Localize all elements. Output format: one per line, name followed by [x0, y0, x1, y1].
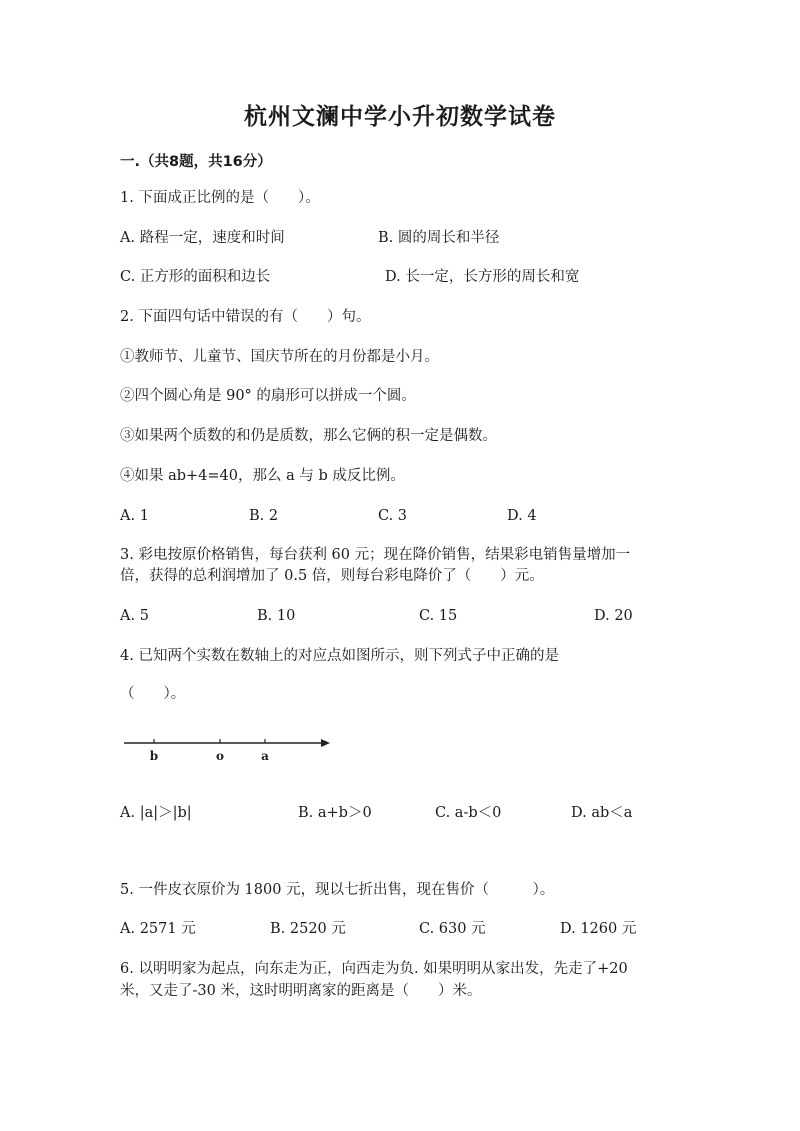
number-line-figure: [120, 730, 340, 770]
label-o: o: [215, 749, 225, 763]
q2-option-c: C. 3: [378, 508, 408, 524]
q5-option-d: D. 1260 元: [560, 921, 637, 937]
q2-statement-4: ④如果 ab+4=40，那么 a 与 b 成反比例。: [120, 468, 405, 484]
q4-stem-line-2: （ ）。: [120, 686, 186, 702]
q3-option-c: C. 15: [419, 608, 458, 624]
q1-option-b: B. 圆的周长和半径: [378, 230, 500, 246]
q6-stem-line-1: 6. 以明明家为起点，向东走为正，向西走为负. 如果明明从家出发，先走了+20: [120, 961, 628, 977]
q2-statement-3: ③如果两个质数的和仍是质数，那么它俩的积一定是偶数。: [120, 428, 497, 444]
label-a: a: [261, 749, 269, 763]
q4-option-c: C. a-b＜0: [435, 805, 502, 821]
q4-option-d: D. ab＜a: [571, 805, 633, 821]
q3-option-a: A. 5: [120, 608, 149, 624]
q5-option-c: C. 630 元: [419, 921, 486, 937]
number-line-arrow-icon: [321, 739, 330, 747]
q1-option-a: A. 路程一定，速度和时间: [120, 230, 285, 246]
q1-option-d: D. 长一定，长方形的周长和宽: [385, 269, 580, 285]
section-heading: 一.（共8题，共16分）: [120, 154, 272, 170]
q1-stem: 1. 下面成正比例的是（ ）。: [120, 190, 320, 206]
q4-option-a: A. |a|＞|b|: [120, 805, 192, 821]
q5-option-a: A. 2571 元: [120, 921, 196, 937]
q3-stem-line-1: 3. 彩电按原价格销售，每台获利 60 元；现在降价销售，结果彩电销售量增加一: [120, 547, 631, 563]
q6-stem-line-2: 米，又走了-30 米，这时明明离家的距离是（ ）米。: [120, 983, 482, 999]
q2-option-a: A. 1: [120, 508, 149, 524]
q2-statement-2: ②四个圆心角是 90° 的扇形可以拼成一个圆。: [120, 388, 416, 404]
q2-option-d: D. 4: [507, 508, 537, 524]
q4-stem-line-1: 4. 已知两个实数在数轴上的对应点如图所示，则下列式子中正确的是: [120, 648, 559, 664]
q3-stem-line-2: 倍，获得的总利润增加了 0.5 倍，则每台彩电降价了（ ）元。: [120, 568, 544, 584]
q1-option-c: C. 正方形的面积和边长: [120, 269, 271, 285]
q2-statement-1: ①教师节、儿童节、国庆节所在的月份都是小月。: [120, 349, 439, 365]
q3-option-d: D. 20: [594, 608, 633, 624]
q2-option-b: B. 2: [249, 508, 279, 524]
q5-option-b: B. 2520 元: [270, 921, 346, 937]
q4-option-b: B. a+b＞0: [298, 805, 372, 821]
q2-stem: 2. 下面四句话中错误的有（ ）句。: [120, 309, 371, 325]
q5-stem: 5. 一件皮衣原价为 1800 元，现以七折出售，现在售价（ ）。: [120, 882, 555, 898]
label-b: b: [149, 749, 159, 763]
q3-option-b: B. 10: [257, 608, 296, 624]
page-title: 杭州文澜中学小升初数学试卷: [244, 104, 556, 130]
